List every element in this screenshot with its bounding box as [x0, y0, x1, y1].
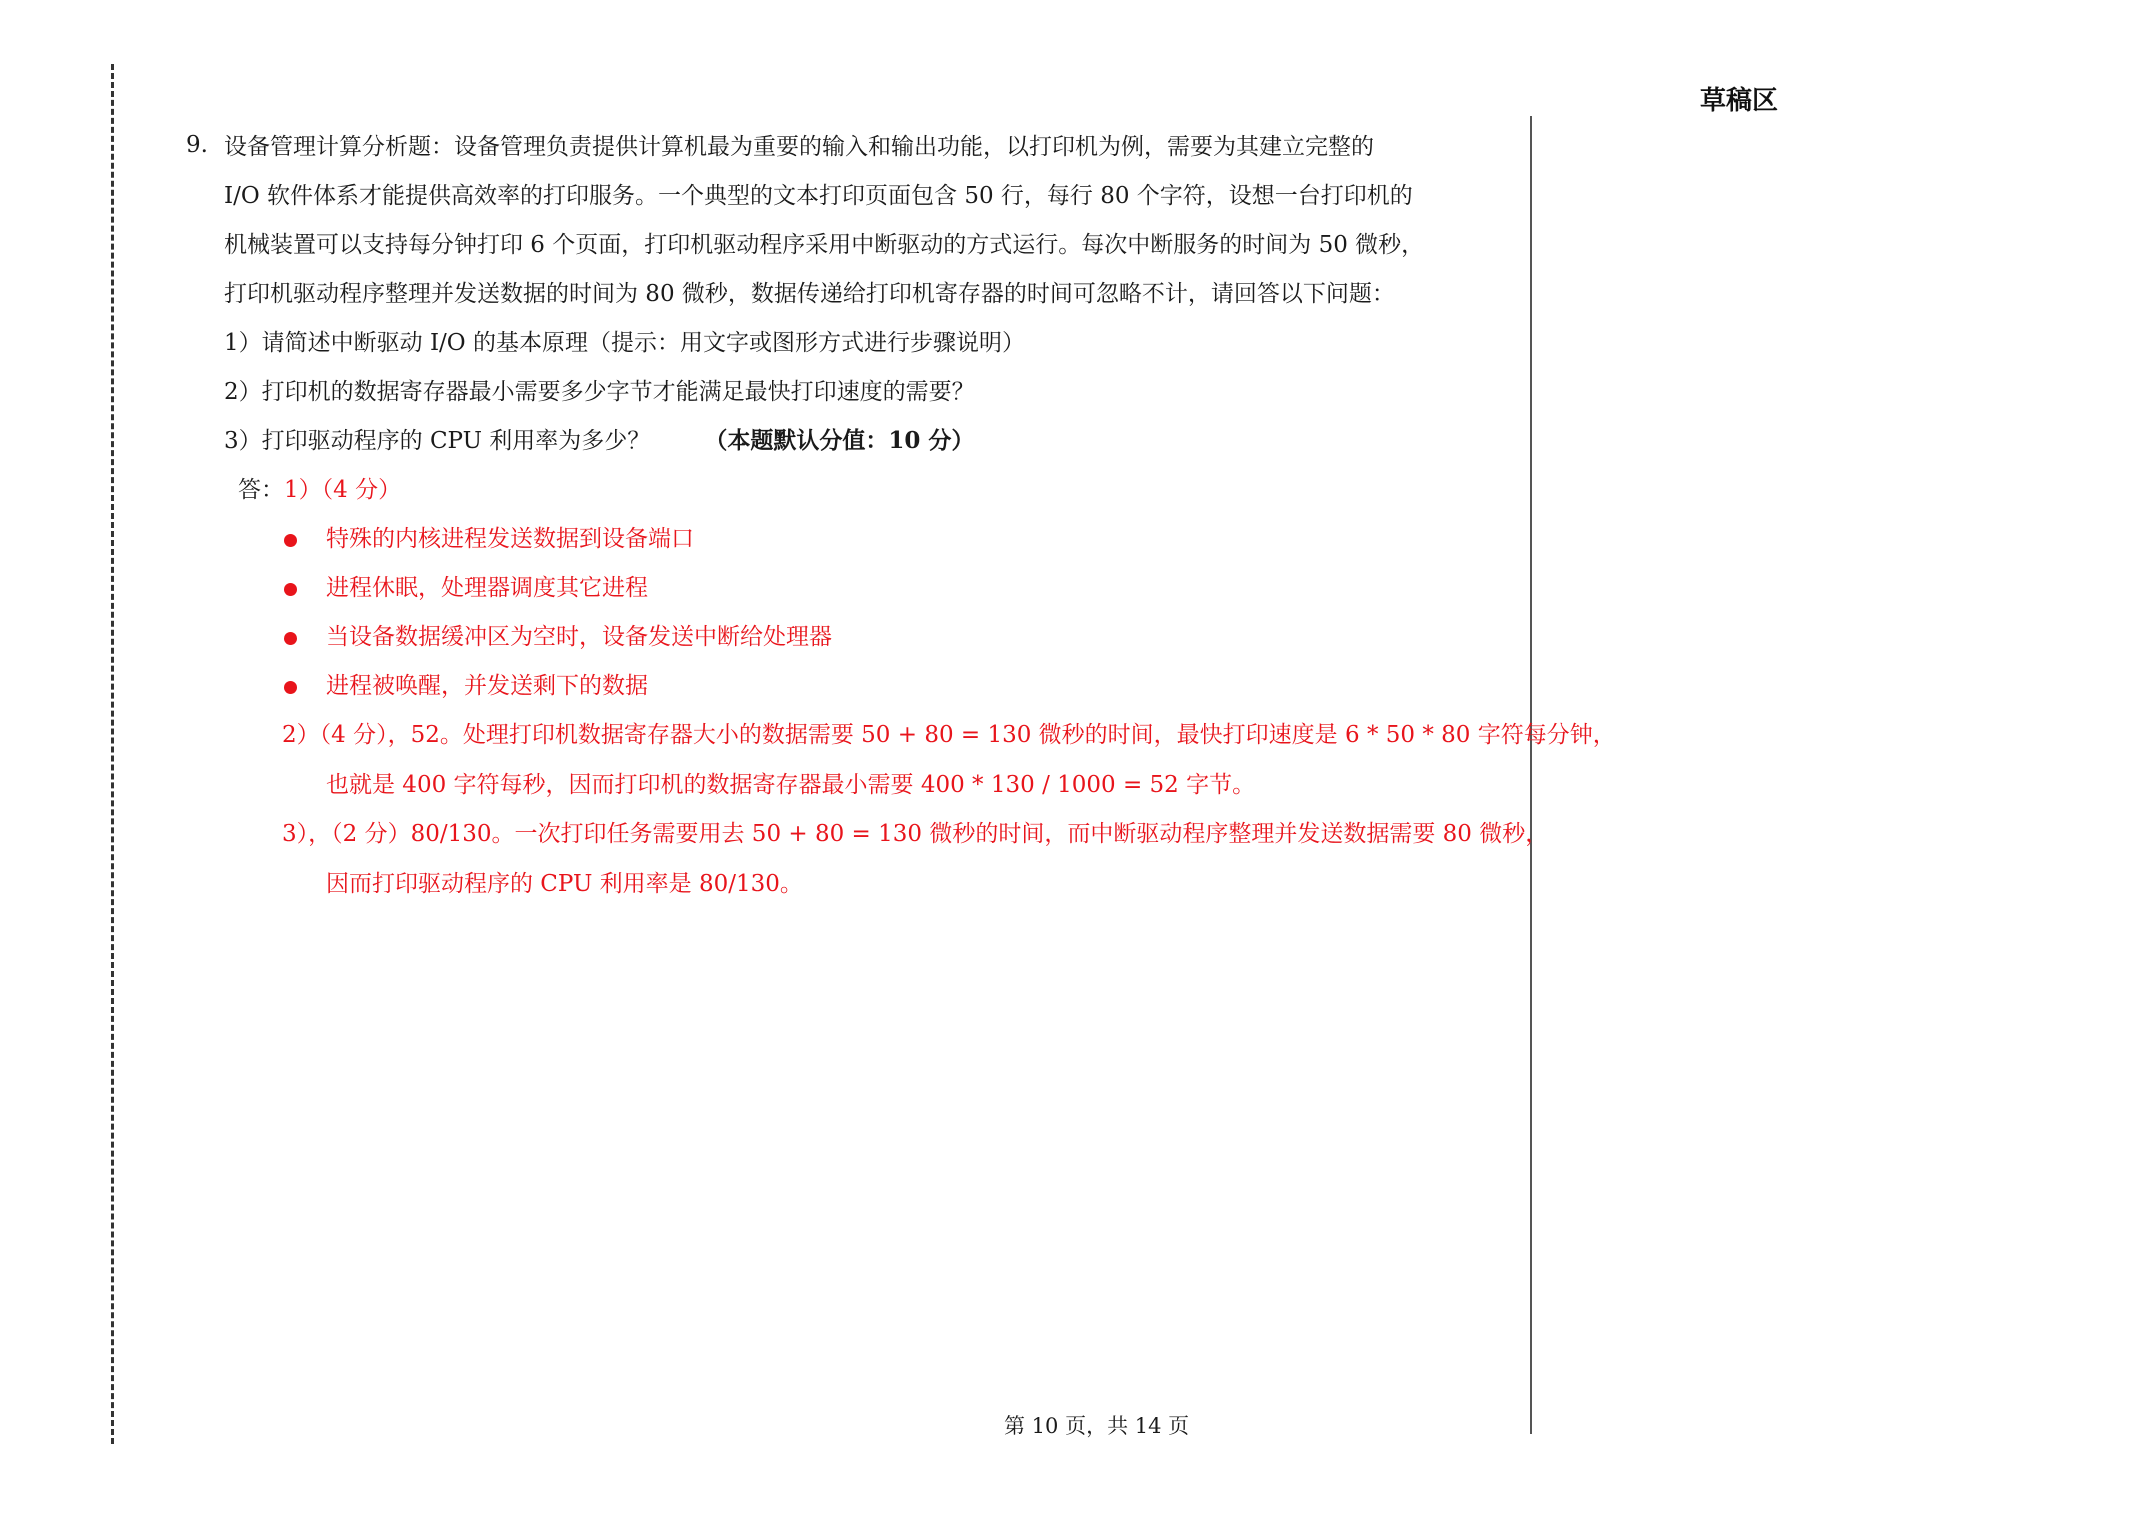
sub-question-3: 3）打印驱动程序的 CPU 利用率为多少？	[224, 428, 651, 454]
question-stem-line-1: 设备管理计算分析题：设备管理负责提供计算机最为重要的输入和输出功能，以打印机为例，需要为其建立完整的	[224, 134, 1374, 160]
sub-question-1: 1）请简述中断驱动 I/O 的基本原理（提示：用文字或图形方式进行步骤说明）	[224, 330, 1025, 356]
answer-part1-row	[238, 475, 401, 505]
answer-bullet-dot-2	[284, 583, 297, 596]
question-stem-line-4: 打印机驱动程序整理并发送数据的时间为 80 微秒，数据传递给打印机寄存器的时间可忽略不计，请回答以下问题：	[224, 281, 1395, 307]
sub-question-3-row	[224, 426, 974, 456]
answer-bullet-dot-3	[284, 632, 297, 645]
scratch-area-divider	[1530, 116, 1532, 1434]
answer-bullet-dot-1	[284, 534, 297, 547]
answer-bullet-2: 进程休眠，处理器调度其它进程	[326, 575, 648, 601]
question-stem-line-3: 机械装置可以支持每分钟打印 6 个页面，打印机驱动程序采用中断驱动的方式运行。每次中断服务的时间为 50 微秒，	[224, 232, 1425, 258]
answer-bullet-4: 进程被唤醒，并发送剩下的数据	[326, 673, 648, 699]
answer-part1-heading: 1）（4 分）	[284, 477, 402, 503]
answer-label: 答：	[238, 477, 284, 503]
answer-part3-line-2: 因而打印驱动程序的 CPU 利用率是 80/130。	[326, 871, 803, 897]
score-note: （本题默认分值：10 分）	[704, 427, 975, 454]
answer-bullet-3: 当设备数据缓冲区为空时，设备发送中断给处理器	[326, 624, 832, 650]
answer-bullet-1: 特殊的内核进程发送数据到设备端口	[326, 526, 694, 552]
sub-question-2: 2）打印机的数据寄存器最小需要多少字节才能满足最快打印速度的需要？	[224, 379, 975, 405]
scratch-area-label: 草稿区	[1700, 86, 1779, 116]
answer-part2-line-1: 2）（4 分），52。处理打印机数据寄存器大小的数据需要 50 + 80 = 130 微秒的时间，最快打印速度是 6 * 50 * 80 字符每分钟，	[282, 722, 1616, 748]
answer-bullet-dot-4	[284, 681, 297, 694]
page-number-footer: 第 10 页，共 14 页	[1004, 1414, 1190, 1438]
answer-part2-line-2: 也就是 400 字符每秒，因而打印机的数据寄存器最小需要 400 * 130 / 1000 = 52 字节。	[326, 772, 1256, 798]
question-number: 9.	[186, 132, 208, 158]
question-stem-line-2: I/O 软件体系才能提供高效率的打印服务。一个典型的文本打印页面包含 50 行，每行 80 个字符，设想一台打印机的	[224, 183, 1413, 209]
binding-dashed-line	[111, 64, 114, 1444]
answer-part3-line-1: 3），（2 分）80/130。一次打印任务需要用去 50 + 80 = 130 微秒的时间，而中断驱动程序整理并发送数据需要 80 微秒，	[282, 821, 1549, 847]
